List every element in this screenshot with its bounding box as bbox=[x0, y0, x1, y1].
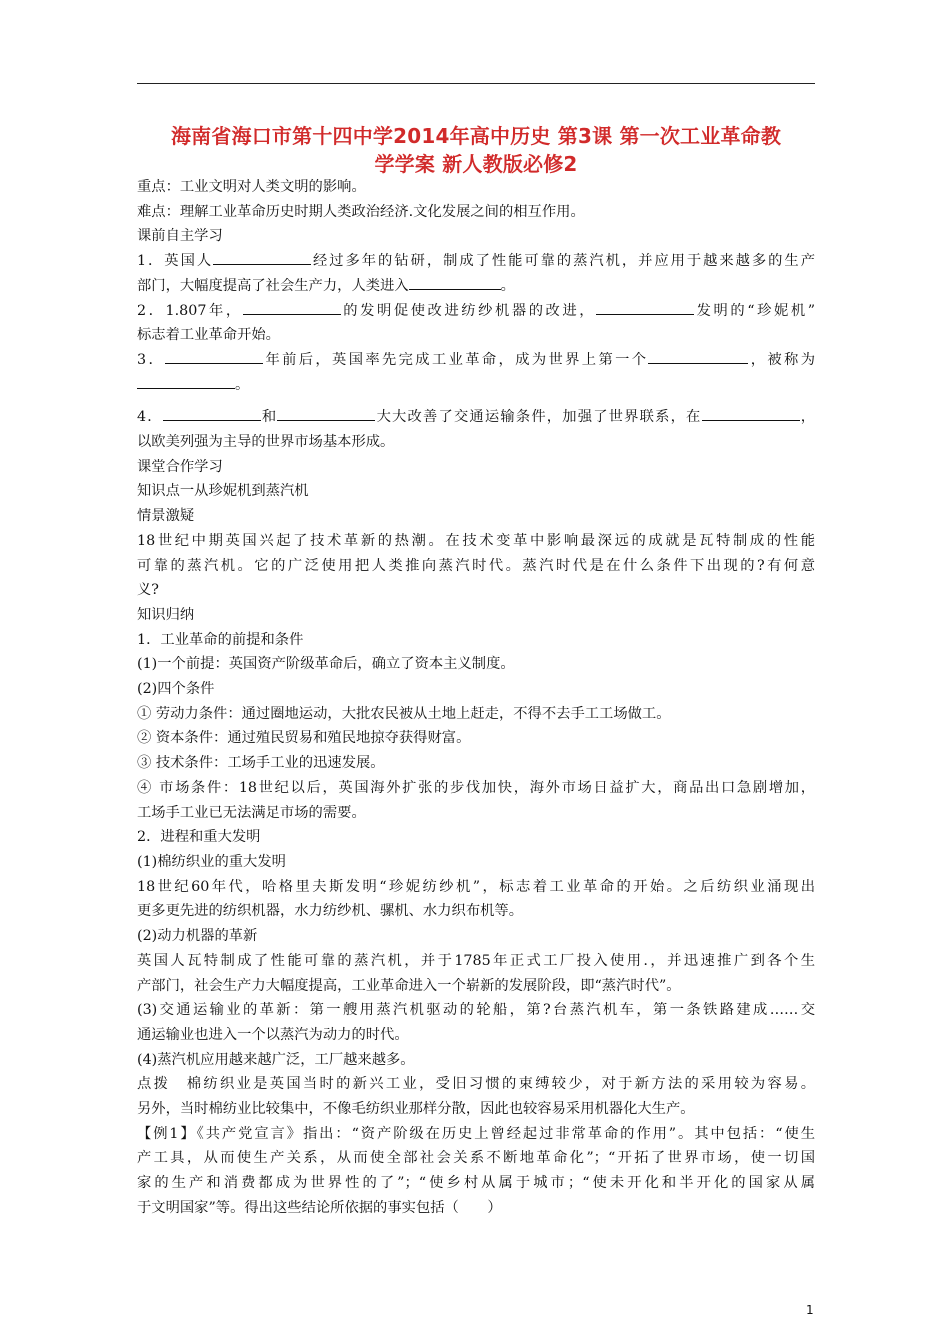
fill-blank[interactable] bbox=[213, 250, 311, 265]
tip-paragraph: 点拨 棉纺织业是英国当时的新兴工业，受旧习惯的束缚较少，对于新方法的采用较为容易。 bbox=[137, 1076, 815, 1093]
list-item: (3)交通运输业的革新：第一艘用蒸汽机驱动的轮船，第?台蒸汽机车，第一条铁路建成……交 bbox=[137, 1002, 815, 1019]
key-point: 重点：工业文明对人类文明的影响。 bbox=[137, 179, 366, 195]
title-line-1: 海南省海口市第十四中学2014年高中历史 第3课 第一次工业革命教 bbox=[170, 124, 782, 148]
top-rule bbox=[137, 83, 815, 84]
example-question: 于文明国家”等。得出这些结论所依据的事实包括（ ） bbox=[137, 1199, 502, 1216]
subsection-heading: 知识归纳 bbox=[137, 606, 195, 623]
fill-blank[interactable] bbox=[163, 406, 261, 421]
fill-blank[interactable] bbox=[702, 406, 800, 421]
fill-blank[interactable] bbox=[165, 349, 263, 364]
list-item: (2)动力机器的革新 bbox=[137, 928, 258, 945]
list-item: (2)四个条件 bbox=[137, 681, 215, 698]
paragraph-line: 可靠的蒸汽机。它的广泛使用把人类推向蒸汽时代。蒸汽时代是在什么条件下出现的?有何意 bbox=[137, 557, 815, 574]
example-question: 家的生产和消费都成为世界性的了”；“使乡村从属于城市；“使未开化和半开化的国家从属 bbox=[137, 1175, 815, 1192]
tip-paragraph: 另外，当时棉纺业比较集中，不像毛纺织业那样分散，因此也较容易采用机器化大生产。 bbox=[137, 1101, 695, 1118]
paragraph-line: 18世纪中期英国兴起了技术革新的热潮。在技术变革中影响最深远的成就是瓦特制成的性能 bbox=[137, 532, 815, 549]
document-title bbox=[137, 122, 815, 178]
fill-blank[interactable] bbox=[277, 406, 375, 421]
fill-blank[interactable] bbox=[409, 275, 501, 290]
list-item: ④ 市场条件：18世纪以后，英国海外扩张的步伐加快，海外市场日益扩大，商品出口急剧增加， bbox=[137, 779, 815, 796]
list-item: ① 劳动力条件：通过圈地运动，大批农民被从土地上赶走，不得不去手工工场做工。 bbox=[137, 705, 671, 722]
example-question: 【例1】《共产党宣言》指出：“资产阶级在历史上曾经起过非常革命的作用”。其中包括：“使生 bbox=[137, 1125, 815, 1142]
list-item: (1)棉纺织业的重大发明 bbox=[137, 853, 286, 870]
page-number: 1 bbox=[806, 1303, 814, 1317]
paragraph-line: 产部门，社会生产力大幅度提高，工业革命进入一个崭新的发展阶段，即“蒸汽时代”。 bbox=[137, 977, 681, 994]
subsection-heading: 情景激疑 bbox=[137, 508, 195, 525]
fill-blank[interactable] bbox=[648, 349, 748, 364]
question-2-cont: 标志着工业革命开始。 bbox=[137, 327, 280, 344]
question-2: 2．1.807年， 的发明促使改进纺纱机器的改进， 发明的“珍妮机” bbox=[137, 299, 815, 324]
fill-blank[interactable] bbox=[137, 374, 235, 389]
title-line-2: 学学案 新人教版必修2 bbox=[374, 152, 578, 176]
difficult-point: 难点：理解工业革命历史时期人类政治经济.文化发展之间的相互作用。 bbox=[137, 203, 585, 220]
question-1-cont: 部门，大幅度提高了社会生产力，人类进入 。 bbox=[137, 274, 815, 299]
list-item: (4)蒸汽机应用越来越广泛，工厂越来越多。 bbox=[137, 1051, 415, 1068]
question-3: 3． 年前后，英国率先完成工业革命，成为世界上第一个 ，被称为 bbox=[137, 348, 815, 373]
list-item-cont: 通运输业也进入一个以蒸汽为动力的时代。 bbox=[137, 1026, 409, 1043]
question-4: 4． 和 大大改善了交通运输条件，加强了世界联系，在 ， bbox=[137, 405, 815, 430]
paragraph-line: 更多更先进的纺织机器，水力纺纱机、骡机、水力织布机等。 bbox=[137, 903, 524, 920]
list-item-cont: 工场手工业已无法满足市场的需要。 bbox=[137, 804, 366, 821]
knowledge-point-heading: 知识点一从珍妮机到蒸汽机 bbox=[137, 483, 309, 500]
list-heading: 1．工业革命的前提和条件 bbox=[137, 631, 304, 648]
paragraph-line: 18世纪60年代，哈格里夫斯发明“珍妮纺纱机”，标志着工业革命的开始。之后纺织业涌现出 bbox=[137, 878, 815, 895]
list-item: (1)一个前提：英国资产阶级革命后，确立了资本主义制度。 bbox=[137, 656, 515, 673]
document-body bbox=[137, 175, 815, 1221]
list-item: ③ 技术条件：工场手工业的迅速发展。 bbox=[137, 755, 385, 772]
fill-blank[interactable] bbox=[596, 300, 694, 315]
section-heading: 课堂合作学习 bbox=[137, 458, 223, 475]
question-4-cont: 以欧美列强为主导的世界市场基本形成。 bbox=[137, 434, 395, 451]
list-heading: 2．进程和重大发明 bbox=[137, 829, 261, 846]
fill-blank[interactable] bbox=[243, 300, 341, 315]
question-3-cont: 。 bbox=[137, 373, 815, 398]
paragraph-line: 义? bbox=[137, 582, 159, 599]
section-heading: 课前自主学习 bbox=[137, 228, 223, 245]
question-1: 1．英国人 经过多年的钻研，制成了性能可靠的蒸汽机，并应用于越来越多的生产 bbox=[137, 249, 815, 274]
example-question: 产工具，从而使生产关系，从而使全部社会关系不断地革命化”；“开拓了世界市场，使一切国 bbox=[137, 1150, 815, 1167]
list-item: ② 资本条件：通过殖民贸易和殖民地掠夺获得财富。 bbox=[137, 730, 471, 747]
paragraph-line: 英国人瓦特制成了性能可靠的蒸汽机，并于1785年正式工厂投入使用.，并迅速推广到各个生 bbox=[137, 952, 815, 969]
